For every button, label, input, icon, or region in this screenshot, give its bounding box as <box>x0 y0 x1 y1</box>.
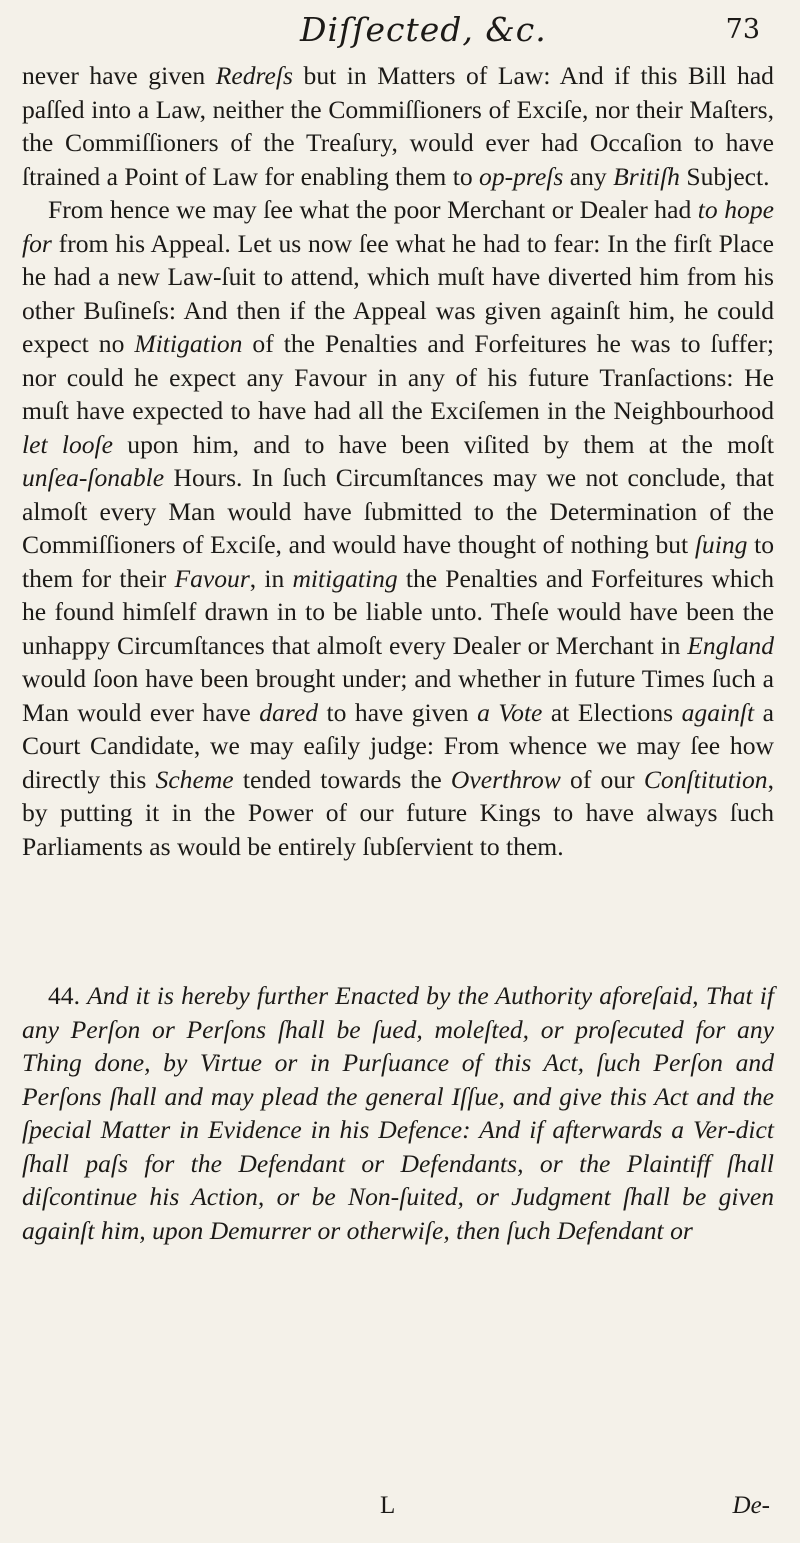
footer-catchline <box>0 1492 800 1532</box>
italic-run: Redreſs <box>215 61 293 90</box>
text-run: upon him, and to have been viſited by them at the moſt <box>113 429 775 459</box>
italic-run: Britiſh <box>613 161 680 191</box>
body-text <box>22 59 774 863</box>
running-head <box>0 6 800 54</box>
text-run: , by putting it in the Power of our future Kings to have always ſuch Parliaments as would be entirely ſubſervient to them. <box>22 764 774 861</box>
italic-run: to hope for <box>22 195 774 258</box>
running-head-title: Diſſected, &c. <box>300 10 547 49</box>
italic-run: let looſe <box>22 429 114 459</box>
text-run: Hours. In ſuch Circumſtances may we not conclude, that almoſt every Man would have ſubmitted to the Determination of the Commiſſioners of Exciſe, and would have thought of nothing but <box>22 463 774 559</box>
paragraph-3-section-44 <box>22 979 774 1247</box>
statute-section <box>22 979 774 1247</box>
text-run: From hence we may ſee what the poor Merchant or Dealer had <box>48 195 698 224</box>
text-run: a Court Candidate, we may eaſily judge: From whence we may ſee how directly this <box>22 697 774 794</box>
text-run: 44. <box>48 981 88 1010</box>
text-run: never have given <box>22 61 216 90</box>
paragraph-1 <box>22 59 774 193</box>
italic-run: England <box>687 630 774 660</box>
text-run: to have given <box>318 697 478 727</box>
italic-run: mitigating <box>292 563 398 593</box>
text-run: the Penalties and Forfeitures which he found himſelf drawn in to be liable unto. Theſe would have been the unhappy Circumſtances that almoſt every Dealer or Merchant in <box>22 563 774 660</box>
page-number: 73 <box>725 14 760 45</box>
italic-run: Favour <box>174 563 250 593</box>
italic-run: ſuing <box>694 530 748 559</box>
italic-run: Scheme <box>155 764 234 794</box>
italic-run: dared <box>259 697 318 727</box>
italic-run: op‑preſs <box>479 161 564 191</box>
italic-run: Conſtitution <box>643 764 768 794</box>
italic-run: And it is hereby further Enacted by the Authority aforeſaid, That if any Perſon or Perſons ſhall be ſued, moleſted, or proſecuted for any Thing done, by Virtue or in Purſuance of this Act, ſuch Perſon and Perſons ſhall and may plead the general Iſſue, and give this Act and the ſpecial Matter in Evidence in his Defence: And if afterwards a Ver‑dict ſhall paſs for the Defendant or Defendants, or the Plaintiff ſhall diſcontinue his Action, or be Non‑ſuited, or Judgment ſhall be given againſt him, upon Demurrer or otherwiſe, then ſuch Defendant or <box>22 981 774 1245</box>
signature-mark: L <box>380 1492 396 1519</box>
paragraph-2 <box>22 193 774 863</box>
text-run: any <box>563 161 614 191</box>
italic-run: unſea‑ſonable <box>22 463 165 492</box>
text-run: at Elections <box>542 697 682 727</box>
italic-run: againſt <box>681 697 755 727</box>
text-run: , in <box>249 563 293 593</box>
text-run: would ſoon have been brought under; and whether in future Times ſuch a Man would ever have <box>22 664 774 727</box>
text-run: Subject. <box>679 161 770 191</box>
text-run: from his Appeal. Let us now ſee what he had to fear: In the firſt Place he had a new Law-ſuit to attend, which muſt have diverted him from his other Buſineſs: And then if the Appeal was given againſt him, he could expect no <box>22 228 774 358</box>
catchword: De- <box>732 1492 770 1519</box>
italic-run: a Vote <box>477 697 543 727</box>
text-run: to them for their <box>22 530 774 593</box>
italic-run: Overthrow <box>450 764 561 794</box>
text-run: of the Penalties and Forfeitures he was to ſuffer; nor could he expect any Favour in any of his future Tranſactions: He muſt have expected to have had all the Exciſemen in the Neighbourhood <box>22 329 774 425</box>
text-run: but in Matters of Law: And if this Bill had paſſed into a Law, neither the Commiſſioners of Exciſe, nor their Maſters, the Commiſſioners of the Treaſury, would ever had Occaſion to have ſtrained a Point of Law for enabling them to <box>22 61 774 191</box>
text-run: tended towards the <box>233 764 451 794</box>
text-run: of our <box>560 764 644 794</box>
italic-run: Mitigation <box>134 329 243 358</box>
